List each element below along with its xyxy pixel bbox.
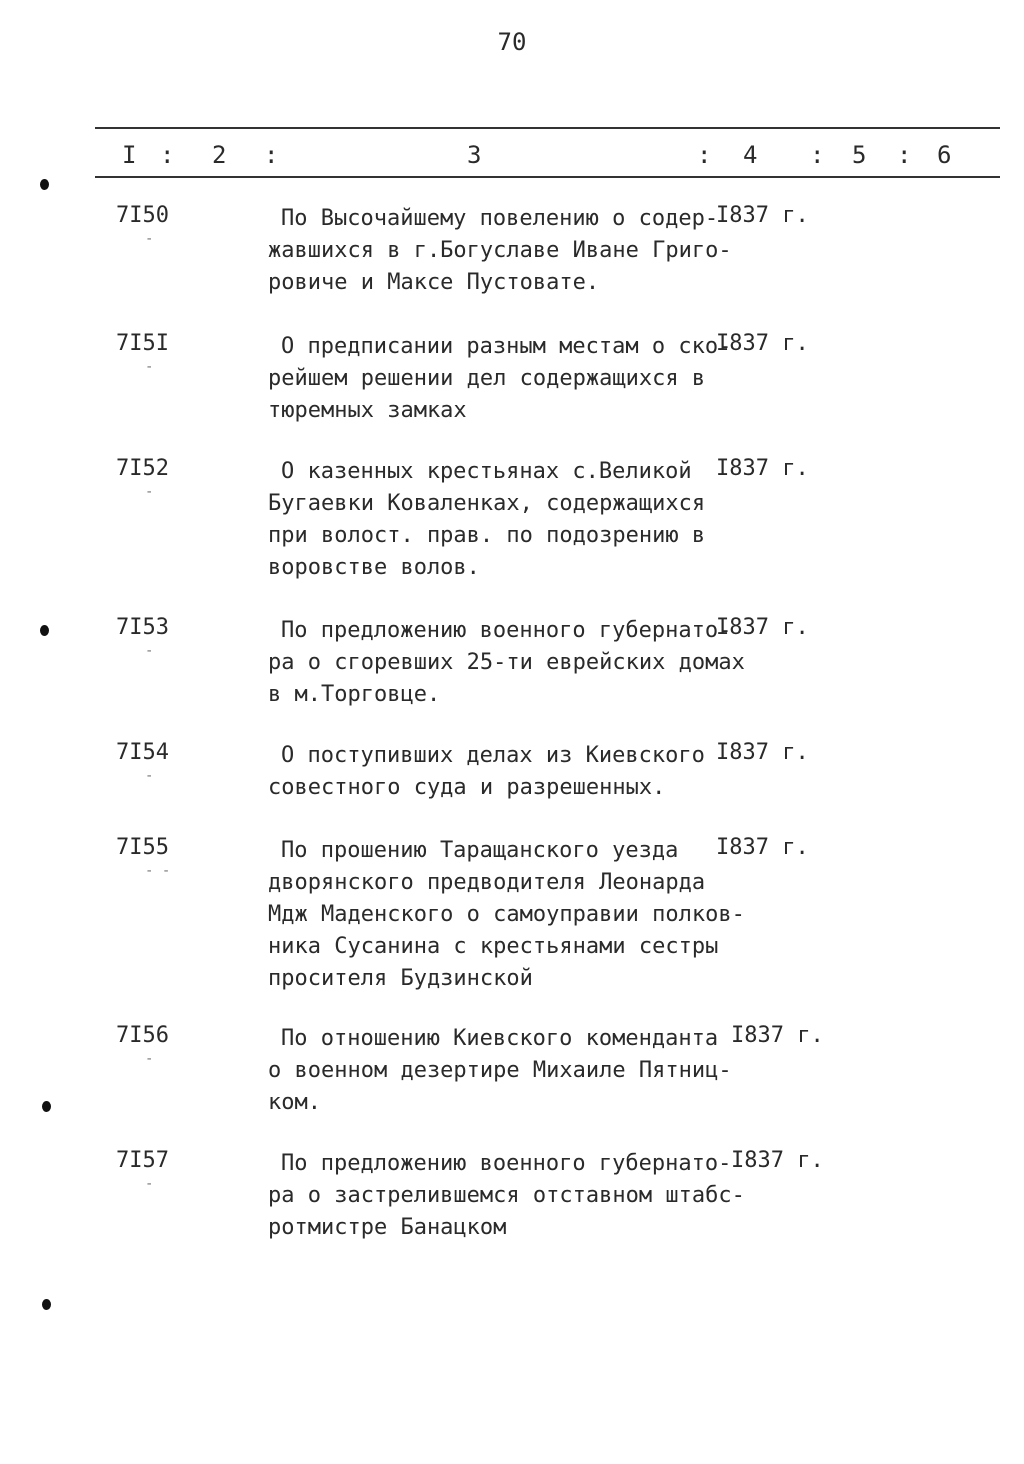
header-col-1: I: [122, 141, 137, 169]
record-marker: -: [145, 1176, 154, 1192]
record-marker: -: [145, 643, 154, 659]
record-number: 7I57: [116, 1148, 169, 1173]
record-line: просителя Будзинской: [268, 966, 533, 991]
record-description: [268, 1148, 745, 1244]
record-number: 7I5I: [116, 331, 169, 356]
record-description: [268, 331, 738, 427]
record-line: воровстве волов.: [268, 555, 480, 580]
record-description: [268, 456, 738, 584]
record-year: I837 г.: [716, 740, 809, 765]
record-line: дворянского предводителя Леонарда: [268, 870, 706, 895]
record-line: О предписании разным местам о ско-: [281, 334, 732, 359]
record-line: жавшихся в г.Богуславе Иване Григо-: [268, 238, 732, 263]
record-marker: -: [145, 484, 154, 500]
record-year: I837 г.: [716, 615, 809, 640]
record-number: 7I50: [116, 203, 169, 228]
binding-hole-mark: [42, 1299, 51, 1310]
header-col-3: 3: [467, 141, 482, 169]
record-year: I837 г.: [716, 331, 809, 356]
record-line: при волост. прав. по подозрению в: [268, 523, 706, 548]
record-number: 7I52: [116, 456, 169, 481]
record-number: 7I55: [116, 835, 169, 860]
record-year: I837 г.: [716, 456, 809, 481]
header-col-2: 2: [212, 141, 227, 169]
record-line: О казенных крестьянах с.Великой: [281, 459, 692, 484]
record-number: 7I54: [116, 740, 169, 765]
header-separator: :: [697, 141, 712, 169]
record-line: По отношению Киевского коменданта: [281, 1026, 719, 1051]
record-line: Бугаевки Коваленках, содержащихся: [268, 491, 706, 516]
header-separator: :: [264, 141, 279, 169]
record-line: О поступивших делах из Киевского: [281, 743, 705, 768]
binding-hole-mark: [40, 625, 49, 636]
record-marker: - -: [145, 863, 171, 879]
binding-hole-mark: [40, 179, 49, 190]
record-line: совестного суда и разрешенных.: [268, 775, 666, 800]
header-col-4: 4: [743, 141, 758, 169]
record-marker: -: [145, 231, 154, 247]
record-year: I837 г.: [716, 835, 809, 860]
header-bottom-rule: [95, 176, 1000, 178]
record-marker: -: [145, 359, 154, 375]
record-number: 7I56: [116, 1023, 169, 1048]
record-line: По Высочайшему повелению о содер-: [281, 206, 719, 231]
record-line: ровиче и Максе Пустовате.: [268, 270, 600, 295]
record-marker: -: [145, 1051, 154, 1067]
record-line: в м.Торговце.: [268, 682, 441, 707]
binding-hole-mark: [42, 1101, 51, 1112]
record-line: рейшем решении дел содержащихся в: [268, 366, 706, 391]
header-col-6: 6: [937, 141, 952, 169]
record-description: [268, 1023, 738, 1119]
record-line: ра о сгоревших 25-ти еврейских домах: [268, 650, 745, 675]
record-description: [268, 835, 745, 995]
record-description: [268, 615, 745, 711]
record-year: I837 г.: [716, 203, 809, 228]
record-line: ком.: [268, 1090, 321, 1115]
header-separator: :: [810, 141, 825, 169]
header-separator: :: [160, 141, 175, 169]
header-separator: :: [897, 141, 912, 169]
header-col-5: 5: [852, 141, 867, 169]
record-line: ра о застрелившемся отставном штабс-: [268, 1183, 745, 1208]
record-line: По предложению военного губернато-: [281, 1151, 732, 1176]
record-line: По предложению военного губернато-: [281, 618, 732, 643]
record-line: По прошению Таращанского уезда: [281, 838, 679, 863]
record-line: тюремных замках: [268, 398, 467, 423]
record-year: I837 г.: [731, 1023, 824, 1048]
record-line: Мдж Маденского о самоуправии полков-: [268, 902, 745, 927]
record-line: ника Сусанина с крестьянами сестры: [268, 934, 719, 959]
record-line: о военном дезертире Михаиле Пятниц-: [268, 1058, 732, 1083]
record-description: [268, 203, 738, 299]
record-year: I837 г.: [731, 1148, 824, 1173]
record-description: [268, 740, 738, 804]
page-number: 70: [497, 28, 527, 56]
record-line: ротмистре Банацком: [268, 1215, 507, 1240]
record-number: 7I53: [116, 615, 169, 640]
record-marker: -: [145, 768, 154, 784]
header-top-rule: [95, 127, 1000, 129]
